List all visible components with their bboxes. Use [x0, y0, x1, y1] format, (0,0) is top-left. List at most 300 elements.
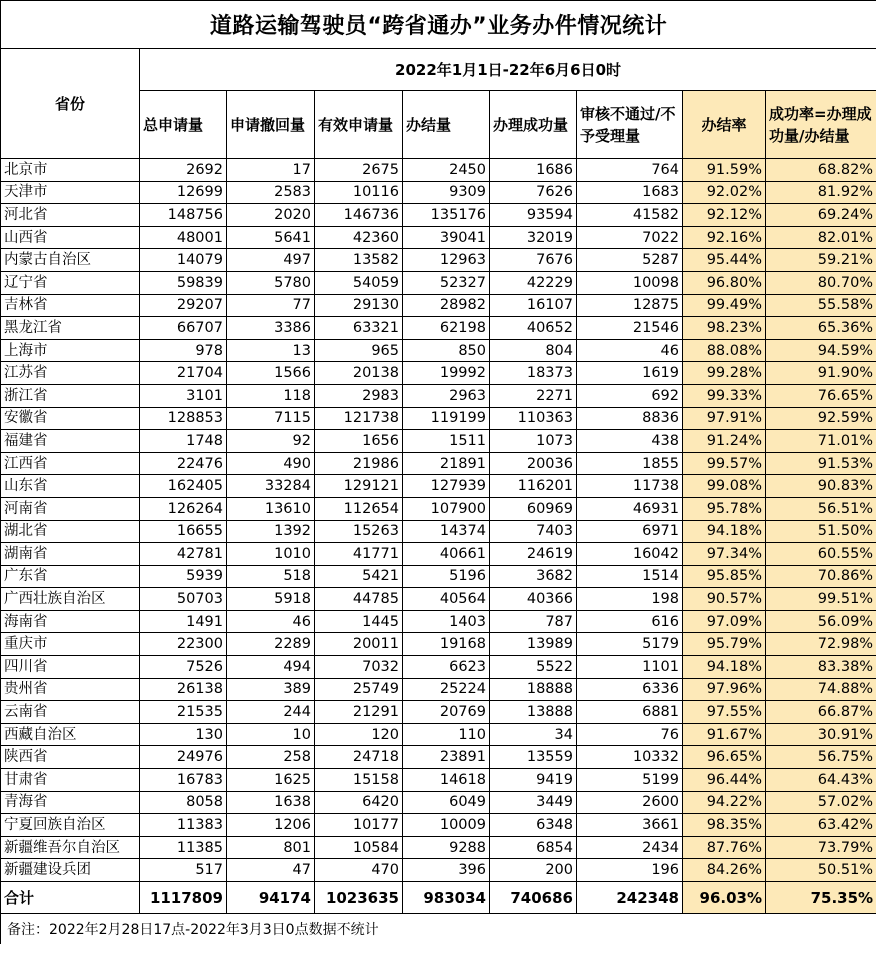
value-cell: 518 — [227, 565, 315, 588]
value-cell: 3682 — [490, 565, 577, 588]
value-cell: 56.51% — [766, 497, 876, 520]
value-cell: 396 — [403, 859, 490, 882]
value-cell: 23891 — [403, 746, 490, 769]
success-header: 办理成功量 — [490, 91, 577, 159]
value-cell: 118 — [227, 384, 315, 407]
total-cell: 740686 — [490, 882, 577, 914]
value-cell: 9309 — [403, 181, 490, 204]
table-row — [1, 859, 876, 882]
table-row — [1, 565, 876, 588]
value-cell: 1514 — [577, 565, 683, 588]
value-cell: 494 — [227, 656, 315, 679]
value-cell: 3101 — [140, 384, 227, 407]
value-cell: 135176 — [403, 204, 490, 227]
table-row — [1, 430, 876, 453]
value-cell: 7032 — [315, 656, 403, 679]
total-cell: 75.35% — [766, 882, 876, 914]
value-cell: 91.67% — [683, 723, 766, 746]
value-cell: 18888 — [490, 678, 577, 701]
province-cell: 陕西省 — [1, 746, 140, 769]
value-cell: 20036 — [490, 452, 577, 475]
value-cell: 14618 — [403, 769, 490, 792]
province-cell: 新疆建设兵团 — [1, 859, 140, 882]
value-cell: 88.08% — [683, 339, 766, 362]
value-cell: 198 — [577, 588, 683, 611]
value-cell: 92.16% — [683, 226, 766, 249]
province-cell: 云南省 — [1, 701, 140, 724]
value-cell: 95.79% — [683, 633, 766, 656]
value-cell: 13582 — [315, 249, 403, 272]
value-cell: 72.98% — [766, 633, 876, 656]
value-cell: 1566 — [227, 362, 315, 385]
value-cell: 57.02% — [766, 791, 876, 814]
value-cell: 99.33% — [683, 384, 766, 407]
value-cell: 84.26% — [683, 859, 766, 882]
value-cell: 470 — [315, 859, 403, 882]
table-row — [1, 610, 876, 633]
value-cell: 16655 — [140, 520, 227, 543]
value-cell: 2600 — [577, 791, 683, 814]
value-cell: 71.01% — [766, 430, 876, 453]
value-cell: 244 — [227, 701, 315, 724]
value-cell: 850 — [403, 339, 490, 362]
value-cell: 804 — [490, 339, 577, 362]
value-cell: 2271 — [490, 384, 577, 407]
value-cell: 1638 — [227, 791, 315, 814]
value-cell: 15158 — [315, 769, 403, 792]
value-cell: 1101 — [577, 656, 683, 679]
table-row — [1, 204, 876, 227]
total-row — [1, 882, 876, 914]
value-cell: 97.91% — [683, 407, 766, 430]
province-cell: 辽宁省 — [1, 271, 140, 294]
value-cell: 2434 — [577, 836, 683, 859]
value-cell: 2020 — [227, 204, 315, 227]
value-cell: 34 — [490, 723, 577, 746]
value-cell: 12875 — [577, 294, 683, 317]
value-cell: 29130 — [315, 294, 403, 317]
table-row — [1, 407, 876, 430]
province-header: 省份 — [1, 49, 140, 159]
value-cell: 120 — [315, 723, 403, 746]
value-cell: 6336 — [577, 678, 683, 701]
value-cell: 18373 — [490, 362, 577, 385]
value-cell: 76.65% — [766, 384, 876, 407]
value-cell: 5780 — [227, 271, 315, 294]
value-cell: 121738 — [315, 407, 403, 430]
value-cell: 110363 — [490, 407, 577, 430]
value-cell: 46931 — [577, 497, 683, 520]
value-cell: 21891 — [403, 452, 490, 475]
value-cell: 80.70% — [766, 271, 876, 294]
value-cell: 99.28% — [683, 362, 766, 385]
value-cell: 42360 — [315, 226, 403, 249]
table-row — [1, 723, 876, 746]
value-cell: 6049 — [403, 791, 490, 814]
value-cell: 94.18% — [683, 520, 766, 543]
value-cell: 2583 — [227, 181, 315, 204]
value-cell: 978 — [140, 339, 227, 362]
value-cell: 98.35% — [683, 814, 766, 837]
value-cell: 6854 — [490, 836, 577, 859]
total-cell: 1117809 — [140, 882, 227, 914]
value-cell: 92.02% — [683, 181, 766, 204]
completed-header: 办结量 — [403, 91, 490, 159]
table-row — [1, 317, 876, 340]
table-row — [1, 520, 876, 543]
value-cell: 93594 — [490, 204, 577, 227]
value-cell: 94.18% — [683, 656, 766, 679]
value-cell: 5196 — [403, 565, 490, 588]
withdraw-header: 申请撤回量 — [227, 91, 315, 159]
value-cell: 52327 — [403, 271, 490, 294]
value-cell: 83.38% — [766, 656, 876, 679]
value-cell: 490 — [227, 452, 315, 475]
footnote: 备注：2022年2月28日17点-2022年3月3日0点数据不统计 — [1, 914, 876, 944]
value-cell: 26138 — [140, 678, 227, 701]
value-cell: 3449 — [490, 791, 577, 814]
table-row — [1, 814, 876, 837]
table-row — [1, 633, 876, 656]
value-cell: 21704 — [140, 362, 227, 385]
value-cell: 96.44% — [683, 769, 766, 792]
table-row — [1, 836, 876, 859]
value-cell: 389 — [227, 678, 315, 701]
value-cell: 1403 — [403, 610, 490, 633]
value-cell: 127939 — [403, 475, 490, 498]
province-cell: 福建省 — [1, 430, 140, 453]
value-cell: 11383 — [140, 814, 227, 837]
value-cell: 107900 — [403, 497, 490, 520]
value-cell: 24718 — [315, 746, 403, 769]
value-cell: 8058 — [140, 791, 227, 814]
value-cell: 1491 — [140, 610, 227, 633]
value-cell: 82.01% — [766, 226, 876, 249]
value-cell: 6623 — [403, 656, 490, 679]
value-cell: 7676 — [490, 249, 577, 272]
value-cell: 5522 — [490, 656, 577, 679]
value-cell: 10116 — [315, 181, 403, 204]
value-cell: 59.21% — [766, 249, 876, 272]
province-cell: 宁夏回族自治区 — [1, 814, 140, 837]
value-cell: 97.55% — [683, 701, 766, 724]
value-cell: 129121 — [315, 475, 403, 498]
value-cell: 65.36% — [766, 317, 876, 340]
value-cell: 5641 — [227, 226, 315, 249]
value-cell: 13 — [227, 339, 315, 362]
value-cell: 22476 — [140, 452, 227, 475]
table-row — [1, 226, 876, 249]
value-cell: 116201 — [490, 475, 577, 498]
value-cell: 16042 — [577, 543, 683, 566]
value-cell: 56.75% — [766, 746, 876, 769]
value-cell: 91.90% — [766, 362, 876, 385]
value-cell: 66.87% — [766, 701, 876, 724]
value-cell: 3386 — [227, 317, 315, 340]
province-cell: 山东省 — [1, 475, 140, 498]
table-row — [1, 678, 876, 701]
value-cell: 46 — [227, 610, 315, 633]
table-row — [1, 384, 876, 407]
value-cell: 66707 — [140, 317, 227, 340]
value-cell: 1392 — [227, 520, 315, 543]
value-cell: 56.09% — [766, 610, 876, 633]
value-cell: 12963 — [403, 249, 490, 272]
value-cell: 692 — [577, 384, 683, 407]
value-cell: 25749 — [315, 678, 403, 701]
value-cell: 497 — [227, 249, 315, 272]
value-cell: 7403 — [490, 520, 577, 543]
table-row — [1, 497, 876, 520]
value-cell: 7526 — [140, 656, 227, 679]
value-cell: 9288 — [403, 836, 490, 859]
total-cell: 983034 — [403, 882, 490, 914]
value-cell: 96.80% — [683, 271, 766, 294]
value-cell: 10177 — [315, 814, 403, 837]
value-cell: 10098 — [577, 271, 683, 294]
value-cell: 21535 — [140, 701, 227, 724]
value-cell: 90.57% — [683, 588, 766, 611]
value-cell: 21291 — [315, 701, 403, 724]
value-cell: 55.58% — [766, 294, 876, 317]
province-cell: 河北省 — [1, 204, 140, 227]
value-cell: 87.76% — [683, 836, 766, 859]
value-cell: 46 — [577, 339, 683, 362]
province-cell: 广东省 — [1, 565, 140, 588]
province-cell: 广西壮族自治区 — [1, 588, 140, 611]
value-cell: 1445 — [315, 610, 403, 633]
value-cell: 51.50% — [766, 520, 876, 543]
value-cell: 2963 — [403, 384, 490, 407]
table-row — [1, 362, 876, 385]
value-cell: 50.51% — [766, 859, 876, 882]
value-cell: 801 — [227, 836, 315, 859]
value-cell: 5918 — [227, 588, 315, 611]
value-cell: 97.96% — [683, 678, 766, 701]
province-cell: 北京市 — [1, 159, 140, 182]
value-cell: 6420 — [315, 791, 403, 814]
total-cell: 1023635 — [315, 882, 403, 914]
value-cell: 130 — [140, 723, 227, 746]
value-cell: 41771 — [315, 543, 403, 566]
value-cell: 50703 — [140, 588, 227, 611]
value-cell: 99.57% — [683, 452, 766, 475]
value-cell: 40661 — [403, 543, 490, 566]
value-cell: 99.08% — [683, 475, 766, 498]
value-cell: 16107 — [490, 294, 577, 317]
value-cell: 13888 — [490, 701, 577, 724]
value-cell: 41582 — [577, 204, 683, 227]
success-rate-header: 成功率=办理成功量/办结量 — [766, 91, 876, 159]
value-cell: 64.43% — [766, 769, 876, 792]
province-cell: 湖南省 — [1, 543, 140, 566]
value-cell: 15263 — [315, 520, 403, 543]
table-row — [1, 475, 876, 498]
value-cell: 148756 — [140, 204, 227, 227]
value-cell: 30.91% — [766, 723, 876, 746]
value-cell: 112654 — [315, 497, 403, 520]
value-cell: 6971 — [577, 520, 683, 543]
value-cell: 95.44% — [683, 249, 766, 272]
province-cell: 重庆市 — [1, 633, 140, 656]
value-cell: 146736 — [315, 204, 403, 227]
table-row — [1, 181, 876, 204]
province-cell: 安徽省 — [1, 407, 140, 430]
value-cell: 70.86% — [766, 565, 876, 588]
value-cell: 60969 — [490, 497, 577, 520]
value-cell: 77 — [227, 294, 315, 317]
table-row — [1, 452, 876, 475]
value-cell: 7115 — [227, 407, 315, 430]
value-cell: 97.34% — [683, 543, 766, 566]
value-cell: 10584 — [315, 836, 403, 859]
valid-apply-header: 有效申请量 — [315, 91, 403, 159]
table-row — [1, 294, 876, 317]
value-cell: 787 — [490, 610, 577, 633]
value-cell: 1683 — [577, 181, 683, 204]
value-cell: 126264 — [140, 497, 227, 520]
value-cell: 40366 — [490, 588, 577, 611]
value-cell: 69.24% — [766, 204, 876, 227]
value-cell: 94.22% — [683, 791, 766, 814]
value-cell: 5199 — [577, 769, 683, 792]
value-cell: 95.85% — [683, 565, 766, 588]
province-cell: 新疆维吾尔自治区 — [1, 836, 140, 859]
province-cell: 河南省 — [1, 497, 140, 520]
value-cell: 6881 — [577, 701, 683, 724]
total-cell: 242348 — [577, 882, 683, 914]
value-cell: 73.79% — [766, 836, 876, 859]
province-cell: 西藏自治区 — [1, 723, 140, 746]
province-cell: 江西省 — [1, 452, 140, 475]
value-cell: 47 — [227, 859, 315, 882]
value-cell: 1686 — [490, 159, 577, 182]
province-cell: 内蒙古自治区 — [1, 249, 140, 272]
province-cell: 吉林省 — [1, 294, 140, 317]
table-row — [1, 159, 876, 182]
value-cell: 13610 — [227, 497, 315, 520]
value-cell: 128853 — [140, 407, 227, 430]
province-cell: 上海市 — [1, 339, 140, 362]
value-cell: 99.51% — [766, 588, 876, 611]
value-cell: 54059 — [315, 271, 403, 294]
value-cell: 438 — [577, 430, 683, 453]
value-cell: 965 — [315, 339, 403, 362]
value-cell: 162405 — [140, 475, 227, 498]
table-row — [1, 769, 876, 792]
table-row — [1, 701, 876, 724]
value-cell: 6348 — [490, 814, 577, 837]
value-cell: 14374 — [403, 520, 490, 543]
value-cell: 24619 — [490, 543, 577, 566]
value-cell: 59839 — [140, 271, 227, 294]
table-row — [1, 339, 876, 362]
total-label: 合计 — [1, 882, 140, 914]
value-cell: 95.78% — [683, 497, 766, 520]
value-cell: 20138 — [315, 362, 403, 385]
value-cell: 5939 — [140, 565, 227, 588]
table-row — [1, 271, 876, 294]
value-cell: 92.12% — [683, 204, 766, 227]
value-cell: 63321 — [315, 317, 403, 340]
value-cell: 1619 — [577, 362, 683, 385]
value-cell: 90.83% — [766, 475, 876, 498]
value-cell: 99.49% — [683, 294, 766, 317]
value-cell: 517 — [140, 859, 227, 882]
value-cell: 96.65% — [683, 746, 766, 769]
value-cell: 21546 — [577, 317, 683, 340]
value-cell: 2450 — [403, 159, 490, 182]
table-row — [1, 249, 876, 272]
date-range: 2022年1月1日-22年6月6日0时 — [140, 49, 876, 91]
value-cell: 110 — [403, 723, 490, 746]
value-cell: 1625 — [227, 769, 315, 792]
value-cell: 92.59% — [766, 407, 876, 430]
value-cell: 19992 — [403, 362, 490, 385]
value-cell: 196 — [577, 859, 683, 882]
completion-rate-header: 办结率 — [683, 91, 766, 159]
value-cell: 119199 — [403, 407, 490, 430]
value-cell: 62198 — [403, 317, 490, 340]
value-cell: 8836 — [577, 407, 683, 430]
value-cell: 42229 — [490, 271, 577, 294]
province-cell: 江苏省 — [1, 362, 140, 385]
value-cell: 1656 — [315, 430, 403, 453]
table-row — [1, 791, 876, 814]
table-row — [1, 746, 876, 769]
province-cell: 天津市 — [1, 181, 140, 204]
value-cell: 14079 — [140, 249, 227, 272]
value-cell: 17 — [227, 159, 315, 182]
value-cell: 3661 — [577, 814, 683, 837]
province-cell: 山西省 — [1, 226, 140, 249]
value-cell: 2692 — [140, 159, 227, 182]
value-cell: 12699 — [140, 181, 227, 204]
value-cell: 33284 — [227, 475, 315, 498]
value-cell: 11385 — [140, 836, 227, 859]
value-cell: 10009 — [403, 814, 490, 837]
value-cell: 2289 — [227, 633, 315, 656]
value-cell: 1748 — [140, 430, 227, 453]
table-row — [1, 656, 876, 679]
value-cell: 40652 — [490, 317, 577, 340]
province-cell: 甘肃省 — [1, 769, 140, 792]
value-cell: 91.53% — [766, 452, 876, 475]
value-cell: 5179 — [577, 633, 683, 656]
value-cell: 29207 — [140, 294, 227, 317]
value-cell: 7022 — [577, 226, 683, 249]
value-cell: 97.09% — [683, 610, 766, 633]
value-cell: 60.55% — [766, 543, 876, 566]
value-cell: 200 — [490, 859, 577, 882]
value-cell: 20769 — [403, 701, 490, 724]
value-cell: 13989 — [490, 633, 577, 656]
value-cell: 76 — [577, 723, 683, 746]
value-cell: 81.92% — [766, 181, 876, 204]
value-cell: 24976 — [140, 746, 227, 769]
value-cell: 764 — [577, 159, 683, 182]
value-cell: 19168 — [403, 633, 490, 656]
value-cell: 2675 — [315, 159, 403, 182]
province-cell: 海南省 — [1, 610, 140, 633]
province-cell: 湖北省 — [1, 520, 140, 543]
value-cell: 48001 — [140, 226, 227, 249]
value-cell: 5287 — [577, 249, 683, 272]
value-cell: 9419 — [490, 769, 577, 792]
total-cell: 96.03% — [683, 882, 766, 914]
value-cell: 5421 — [315, 565, 403, 588]
value-cell: 20011 — [315, 633, 403, 656]
